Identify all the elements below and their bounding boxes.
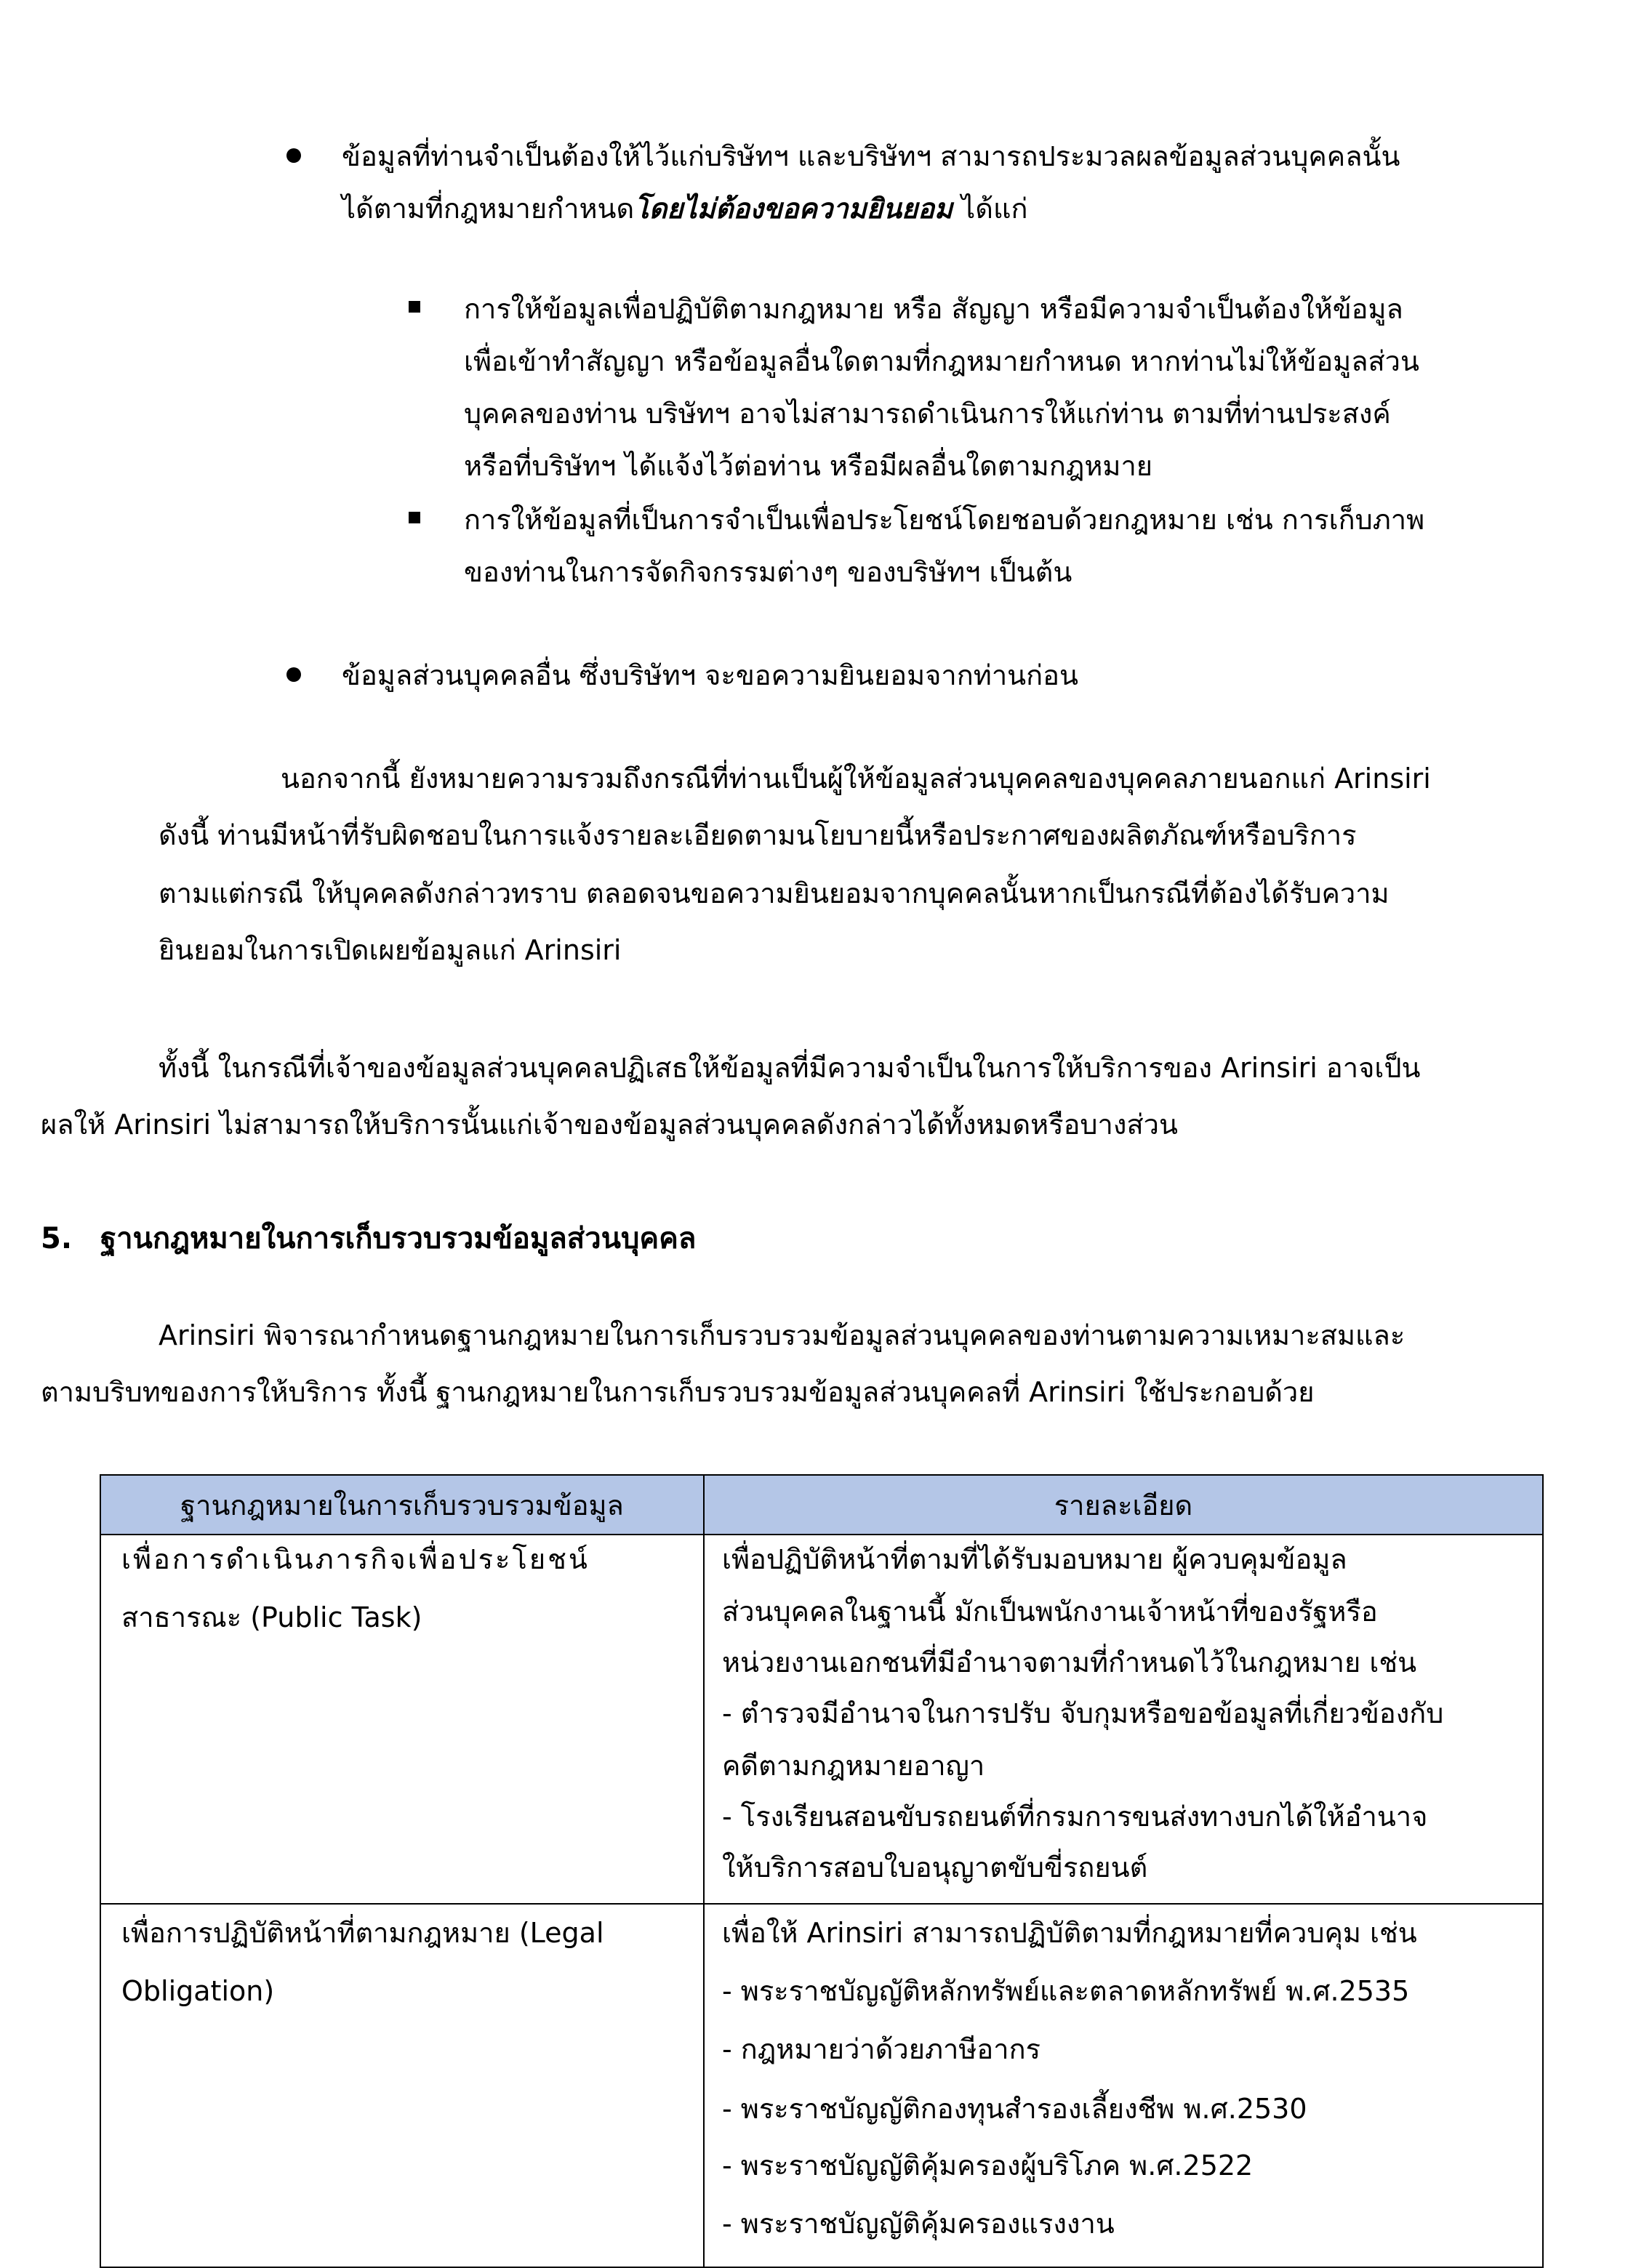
section-number: 5. — [41, 1222, 73, 1255]
cell-line: - พระราชบัญญัติคุ้มครองผู้บริโภค พ.ศ.2522 — [722, 2150, 1254, 2181]
bullet-text-line: ข้อมูลที่ท่านจำเป็นต้องให้ไว้แก่บริษัทฯ และบริษัทฯ สามารถประมวลผลข้อมูลส่วนบุคคลนั้น — [342, 140, 1400, 172]
cell-line: ส่วนบุคคลในฐานนี้ มักเป็นพนักงานเจ้าหน้าที่ของรัฐหรือ — [722, 1596, 1378, 1628]
sub-bullet-line: หรือที่บริษัทฯ ได้แจ้งไว้ต่อท่าน หรือมีผลอื่นใดตามกฎหมาย — [464, 450, 1153, 482]
cell-line: - พระราชบัญญัติคุ้มครองแรงงาน — [722, 2208, 1115, 2240]
sub-bullet-line: เพื่อเข้าทำสัญญา หรือข้อมูลอื่นใดตามที่กฎหมายกำหนด หากท่านไม่ให้ข้อมูลส่วน — [464, 345, 1419, 377]
cell-line: - พระราชบัญญัติกองทุนสำรองเลี้ยงชีพ พ.ศ.2530 — [722, 2093, 1307, 2125]
cell-line: หน่วยงานเอกชนที่มีอำนาจตามที่กำหนดไว้ในกฎหมาย เช่น — [722, 1646, 1417, 1678]
section-title: ฐานกฎหมายในการเก็บรวบรวมข้อมูลส่วนบุคคล — [100, 1222, 697, 1255]
sub-bullet-line: ของท่านในการจัดกิจกรรมต่างๆ ของบริษัทฯ เป็นต้น — [464, 556, 1072, 588]
table-cell-details — [704, 1904, 1543, 2267]
paragraph-line: ตามบริบทของการให้บริการ ทั้งนี้ ฐานกฎหมายในการเก็บรวบรวมข้อมูลส่วนบุคคลที่ Arinsiri ใช้ประกอบด้วย — [41, 1376, 1315, 1408]
table-header-row — [100, 1475, 1543, 1535]
sub-bullet-line: บุคคลของท่าน บริษัทฯ อาจไม่สามารถดำเนินการให้แก่ท่าน ตามที่ท่านประสงค์ — [464, 398, 1391, 430]
bullet-line-prefix: ได้ตามที่กฎหมายกำหนด — [342, 193, 635, 225]
cell-line: เพื่อปฏิบัติหน้าที่ตามที่ได้รับมอบหมาย ผู้ควบคุมข้อมูล — [722, 1543, 1347, 1575]
bullet-line-suffix: ได้แก่ — [953, 193, 1028, 225]
emphasis-text: โดยไม่ต้องขอความยินยอม — [634, 193, 953, 225]
table-header-details: รายละเอียด — [704, 1475, 1543, 1535]
table-row — [100, 1535, 1543, 1904]
paragraph-line: ผลให้ Arinsiri ไม่สามารถให้บริการนั้นแก่เจ้าของข้อมูลส่วนบุคคลดังกล่าวได้ทั้งหมดหรือบางส่วน — [41, 1109, 1178, 1141]
cell-line: Obligation) — [121, 1975, 275, 2007]
bullet-text-line: ข้อมูลส่วนบุคคลอื่น ซึ่งบริษัทฯ จะขอความยินยอมจากท่านก่อน — [342, 659, 1078, 691]
paragraph-line: ดังนี้ ท่านมีหน้าที่รับผิดชอบในการแจ้งรายละเอียดตามนโยบายนี้หรือประกาศของผลิตภัณฑ์หรือบริการ — [159, 819, 1357, 851]
bullet-dot — [286, 667, 301, 682]
table-row — [100, 1904, 1543, 2267]
cell-line: - กฎหมายว่าด้วยภาษีอากร — [722, 2033, 1040, 2065]
cell-line: - โรงเรียนสอนขับรถยนต์ที่กรมการขนส่งทางบกได้ให้อำนาจ — [722, 1801, 1428, 1833]
table-header-basis: ฐานกฎหมายในการเก็บรวบรวมข้อมูล — [100, 1475, 704, 1535]
bullet-dot — [286, 148, 301, 163]
square-bullet — [409, 512, 420, 523]
paragraph-line: ตามแต่กรณี ให้บุคคลดังกล่าวทราบ ตลอดจนขอความยินยอมจากบุคคลนั้นหากเป็นกรณีที่ต้องได้รับความ — [159, 877, 1390, 909]
cell-line: คดีตามกฎหมายอาญา — [722, 1750, 985, 1782]
square-bullet — [409, 301, 420, 313]
sub-bullet-line: การให้ข้อมูลที่เป็นการจำเป็นเพื่อประโยชน์โดยชอบด้วยกฎหมาย เช่น การเก็บภาพ — [464, 504, 1425, 536]
paragraph-line: ทั้งนี้ ในกรณีที่เจ้าของข้อมูลส่วนบุคคลปฏิเสธให้ข้อมูลที่มีความจำเป็นในการให้บริการของ Arinsiri อาจเป็น — [159, 1052, 1421, 1084]
cell-line: เพื่อการดำเนินภารกิจเพื่อประโยชน์ — [121, 1543, 590, 1575]
cell-line: - พระราชบัญญัติหลักทรัพย์และตลาดหลักทรัพย์ พ.ศ.2535 — [722, 1975, 1410, 2007]
bullet-text-line — [342, 193, 1028, 225]
table-cell-basis — [100, 1904, 704, 2267]
paragraph-line: ยินยอมในการเปิดเผยข้อมูลแก่ Arinsiri — [159, 934, 622, 966]
table-cell-details — [704, 1535, 1543, 1904]
cell-line: - ตำรวจมีอำนาจในการปรับ จับกุมหรือขอข้อมูลที่เกี่ยวข้องกับ — [722, 1697, 1444, 1729]
paragraph-line: Arinsiri พิจารณากำหนดฐานกฎหมายในการเก็บรวบรวมข้อมูลส่วนบุคคลของท่านตามความเหมาะสมและ — [159, 1319, 1406, 1351]
cell-line: สาธารณะ (Public Task) — [121, 1601, 422, 1633]
legal-basis-table — [100, 1474, 1544, 2268]
paragraph-line: นอกจากนี้ ยังหมายความรวมถึงกรณีที่ท่านเป็นผู้ให้ข้อมูลส่วนบุคคลของบุคคลภายนอกแก่ Arinsiri — [281, 763, 1431, 795]
cell-line: เพื่อให้ Arinsiri สามารถปฏิบัติตามที่กฎหมายที่ควบคุม เช่น — [722, 1917, 1417, 1949]
cell-line: เพื่อการปฏิบัติหน้าที่ตามกฎหมาย (Legal — [121, 1917, 604, 1949]
table-cell-basis — [100, 1535, 704, 1904]
cell-line: ให้บริการสอบใบอนุญาตขับขี่รถยนต์ — [722, 1851, 1148, 1883]
sub-bullet-line: การให้ข้อมูลเพื่อปฏิบัติตามกฎหมาย หรือ สัญญา หรือมีความจำเป็นต้องให้ข้อมูล — [464, 293, 1403, 325]
